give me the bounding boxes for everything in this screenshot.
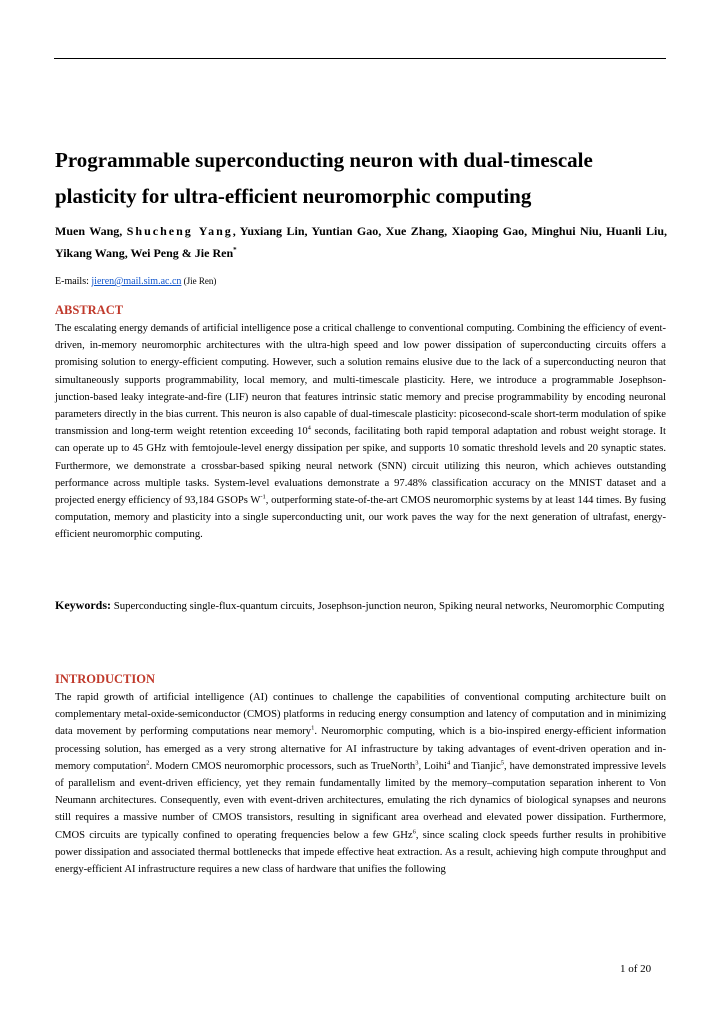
citation-2: 2 (146, 759, 150, 767)
intro-text-5: and Tianjic (450, 760, 501, 772)
intro-text-1: The rapid growth of artificial intelligence (AI) continues to challenge the capabilities of conventional computing architecture built on complementary metal-oxide-semiconductor (CMOS) platforms in reducing energy consumption and latency of computation and in minimizing data movement by performing computations near memory (55, 692, 666, 738)
abstract-text-3: , outperforming state-of-the-art CMOS neuromorphic systems by at least 144 times. By fusing computation, memory and plasticity into a single superconducting unit, our work paves the way for the next generation of ultrafast, energy-efficient neuromorphic computing. (55, 495, 666, 541)
intro-text-3: . Modern CMOS neuromorphic processors, such as TrueNorth (149, 760, 416, 772)
paper-title: Programmable superconducting neuron with dual-timescale plasticity for ultra-efficient neuromorphic computing (55, 148, 593, 208)
introduction-text (55, 689, 666, 878)
author-list (55, 222, 667, 263)
authors-spaced-name: Shucheng Yang (126, 224, 233, 238)
keywords-text: Superconducting single-flux-quantum circuits, Josephson-junction neuron, Spiking neural networks, Neuromorphic Computing (111, 600, 665, 612)
corresponding-author-mark: * (233, 246, 237, 254)
email-name: (Jie Ren) (181, 276, 217, 286)
citation-1: 1 (311, 724, 315, 732)
abstract-sup-2: -1 (260, 493, 266, 501)
abstract-text-2: seconds, facilitating both rapid temporal adaptation and robust weight storage. It can operate up to 45 GHz with femtojoule-level energy dissipation per spike, and supports 10 somatic threshold levels and 20 synaptic states. Furthermore, we demonstrate a crossbar-based spiking neural network (SNN) circuit utilizing this neuron, which achieves outstanding performance across multiple tasks. System-level evaluations demonstrate a 97.48% classification accuracy on the MNIST dataset and a projected energy efficiency of 93,184 GSOPs W (55, 426, 666, 507)
citation-5: 5 (500, 759, 505, 767)
page-number: 1 of 20 (620, 963, 652, 975)
authors-part-1: Muen Wang, (55, 224, 127, 238)
intro-text-6: , have demonstrated impressive levels of parallelism and event-driven efficiency, yet they remain fundamentally limited by the memory–computation separation inherent to Von Neumann architectures. Consequently, even with event-driven architectures, emulating the rich dynamics of biological synapses and neurons still requires a massive number of CMOS transistors, resulting in significant area overhead and elevated power dissipation. Furthermore, CMOS circuits are typically confined to operating frequencies below a few GHz (55, 760, 667, 841)
abstract-heading: ABSTRACT (55, 303, 124, 317)
keywords-label: Keywords: (55, 598, 111, 612)
intro-text-7: , since scaling clock speeds further results in prohibitive power dissipation and associated thermal bottlenecks that impede effective heat extraction. As a result, achieving high compute throughput and energy-efficient AI infrastructure requires a new class of hardware that unifies the following (55, 829, 666, 876)
citation-6: 6 (412, 828, 416, 836)
citation-4: 4 (446, 759, 451, 767)
intro-text-2: . Neuromorphic computing, which is a bio-inspired energy-efficient information processing solution, has emerged as a very strong alternative for AI infrastructure by taking advantages of event-driven operation and in-memory computation (55, 726, 666, 772)
email-link[interactable]: jieren@mail.sim.ac.cn (91, 276, 182, 287)
email-line (55, 274, 216, 289)
abstract-text-1: The escalating energy demands of artificial intelligence pose a critical challenge to conventional computing. Combining the efficiency of event-driven, in-memory neuromorphic architectures with the ultra-high speed and low power dissipation of superconducting circuits offers a promising solution to energy-efficient computing. However, such a solution remains elusive due to the lack of a superconducting neuron that simultaneously supports programmability, local memory, and multi-timescale plasticity. Here, we introduce a programmable Josephson-junction-based leaky integrate-and-fire (LIF) neuron that features intrinsic static memory and precise programmability by encoding neuronal parameters directly in the bias current. This neuron is also capable of dual-timescale plasticity: picosecond-scale short-term modulation of spike transmission and long-term weight retention exceeding 10 (55, 323, 666, 438)
abstract-sup-1: 4 (307, 424, 311, 432)
email-label: E-mails: (55, 276, 92, 287)
intro-text-4: , Loihi (418, 760, 447, 772)
authors-part-2: , Yuxiang Lin, Yuntian Gao, Xue Zhang, Xiaoping Gao, Minghui Niu, Huanli Liu, Yikang Wang, Wei Peng & Jie Ren (55, 224, 667, 260)
keywords (55, 596, 666, 615)
citation-3: 3 (415, 759, 419, 767)
header-rule (54, 58, 666, 59)
introduction-heading: INTRODUCTION (55, 672, 156, 686)
abstract-text (55, 320, 666, 544)
